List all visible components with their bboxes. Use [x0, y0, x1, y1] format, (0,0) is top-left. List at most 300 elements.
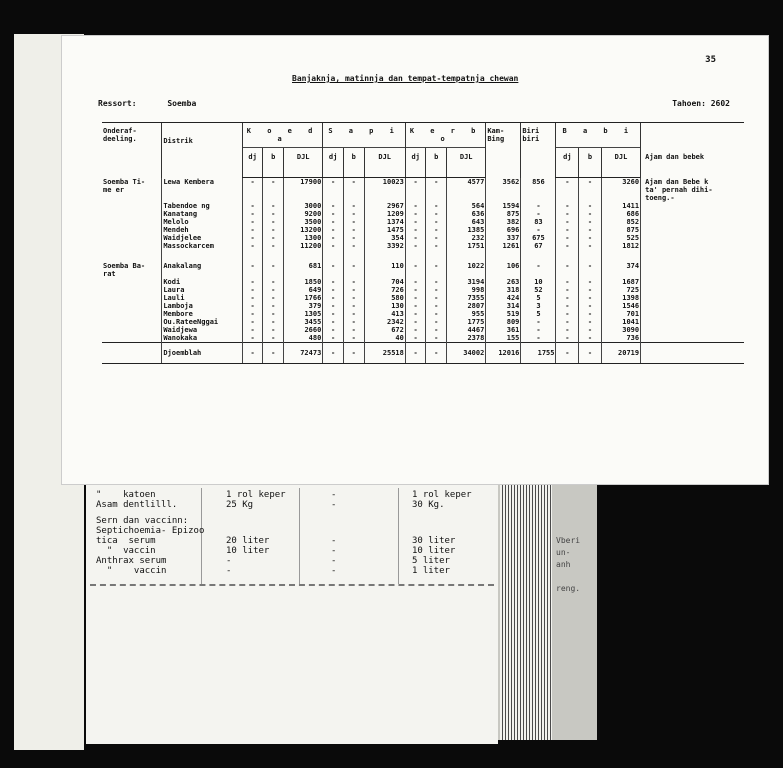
sapi-b-cell: -: [343, 302, 364, 310]
kerbo-djl-cell: 4577: [447, 178, 486, 202]
subheader-kuda-b: b: [263, 148, 284, 178]
table-row: [102, 202, 744, 210]
lower-sheet-cell: -: [331, 536, 337, 546]
note-cell: [641, 210, 744, 218]
kerbo-dj-cell: -: [405, 226, 426, 234]
note-cell: [641, 310, 744, 318]
kerbo-dj-cell: -: [405, 278, 426, 286]
sapi-dj-cell: -: [323, 226, 344, 234]
kerbo-dj-cell: -: [405, 202, 426, 210]
district-cell: Massockarcem: [162, 242, 242, 250]
babi-b-cell: -: [579, 278, 602, 286]
document-page: [62, 36, 768, 484]
gap-cell: [601, 250, 640, 262]
table-row: [102, 310, 744, 318]
gap-cell: [102, 250, 162, 262]
babi-djl-cell: 525: [601, 234, 640, 242]
sapi-b-cell: -: [343, 318, 364, 326]
gap-cell: [486, 250, 521, 262]
note-cell: [641, 334, 744, 343]
header-sapi: S a p i: [323, 123, 406, 148]
kerbo-djl-cell: 1775: [447, 318, 486, 326]
kerbo-b-cell: -: [426, 178, 447, 202]
kuda-b-cell: -: [263, 294, 284, 302]
district-cell: Wanokaka: [162, 334, 242, 343]
kerbo-dj-cell: -: [405, 294, 426, 302]
total-sapi-b: -: [343, 342, 364, 363]
sapi-b-cell: -: [343, 286, 364, 294]
subheader-kerbo-dj: dj: [405, 148, 426, 178]
kuda-djl-cell: 13200: [284, 226, 323, 234]
kerbo-b-cell: -: [426, 202, 447, 210]
lower-sheet-cell: -: [331, 556, 337, 566]
residency: [98, 99, 196, 108]
kuda-b-cell: -: [263, 326, 284, 334]
header-babi: B a b i: [556, 123, 641, 148]
table-row: [102, 218, 744, 226]
babi-b-cell: -: [579, 262, 602, 278]
subheader-kerbo-djl: DJL: [447, 148, 486, 178]
kuda-b-cell: -: [263, 262, 284, 278]
biri-cell: 52: [521, 286, 556, 294]
sapi-djl-cell: 726: [364, 286, 405, 294]
lower-sheet-cell: 10 liter: [412, 546, 456, 556]
babi-b-cell: -: [579, 226, 602, 234]
kerbo-djl-cell: 3194: [447, 278, 486, 286]
note-cell: [641, 226, 744, 234]
lower-sheet-cell: 5 liter: [412, 556, 450, 566]
gap-cell: [364, 250, 405, 262]
kambing-cell: 314: [486, 302, 521, 310]
kuda-b-cell: -: [263, 286, 284, 294]
kambing-cell: 337: [486, 234, 521, 242]
gap-cell: [242, 250, 263, 262]
kuda-dj-cell: -: [242, 242, 263, 250]
biri-cell: 5: [521, 294, 556, 302]
sapi-djl-cell: 2967: [364, 202, 405, 210]
lower-sheet-cell: 30 Kg.: [412, 500, 445, 510]
kerbo-djl-cell: 232: [447, 234, 486, 242]
sapi-dj-cell: -: [323, 318, 344, 326]
babi-dj-cell: -: [556, 278, 579, 286]
kuda-djl-cell: 11200: [284, 242, 323, 250]
header-onderafdeeling: Onderaf- deeling.: [102, 123, 162, 178]
page-number: 35: [705, 55, 716, 65]
kerbo-djl-cell: 7355: [447, 294, 486, 302]
district-cell: Anakalang: [162, 262, 242, 278]
table-row: [102, 302, 744, 310]
lower-sheet-cell: 10 liter: [226, 546, 270, 556]
sapi-dj-cell: -: [323, 210, 344, 218]
lower-sheet-cell: Anthrax serum: [96, 556, 167, 566]
kuda-djl-cell: 17900: [284, 178, 323, 202]
sapi-dj-cell: -: [323, 262, 344, 278]
district-cell: Kanatang: [162, 210, 242, 218]
gap-cell: [556, 250, 579, 262]
sapi-dj-cell: -: [323, 242, 344, 250]
kuda-djl-cell: 9200: [284, 210, 323, 218]
onderafdeeling-cell: [102, 226, 162, 234]
kuda-b-cell: -: [263, 218, 284, 226]
babi-b-cell: -: [579, 218, 602, 226]
babi-djl-cell: 1687: [601, 278, 640, 286]
district-cell: Lamboja: [162, 302, 242, 310]
kerbo-b-cell: -: [426, 226, 447, 234]
kerbo-dj-cell: -: [405, 302, 426, 310]
subheader-sapi-djl: DJL: [364, 148, 405, 178]
sapi-dj-cell: -: [323, 218, 344, 226]
sapi-dj-cell: -: [323, 326, 344, 334]
kuda-dj-cell: -: [242, 262, 263, 278]
kambing-cell: 424: [486, 294, 521, 302]
district-cell: Lewa Kembera: [162, 178, 242, 202]
header-biri: Biri biri: [521, 123, 556, 178]
lower-sheet-cell: 25 Kg: [226, 500, 254, 510]
kambing-cell: 3562: [486, 178, 521, 202]
lower-sheet-cell: " katoen: [96, 490, 156, 500]
lower-sheet-cell: Asam dentlilll.: [96, 500, 178, 510]
sapi-b-cell: -: [343, 326, 364, 334]
babi-dj-cell: -: [556, 286, 579, 294]
table-row: [102, 234, 744, 242]
kerbo-b-cell: -: [426, 310, 447, 318]
babi-djl-cell: 374: [601, 262, 640, 278]
kuda-dj-cell: -: [242, 226, 263, 234]
kuda-dj-cell: -: [242, 294, 263, 302]
babi-dj-cell: -: [556, 226, 579, 234]
onderafdeeling-cell: [102, 294, 162, 302]
sapi-b-cell: -: [343, 278, 364, 286]
kuda-dj-cell: -: [242, 334, 263, 343]
gap-cell: [579, 250, 602, 262]
biri-cell: 83: [521, 218, 556, 226]
kuda-b-cell: -: [263, 278, 284, 286]
livestock-table: [102, 122, 744, 364]
kerbo-b-cell: -: [426, 334, 447, 343]
kambing-cell: 318: [486, 286, 521, 294]
babi-dj-cell: -: [556, 318, 579, 326]
babi-djl-cell: 725: [601, 286, 640, 294]
sapi-djl-cell: 413: [364, 310, 405, 318]
babi-djl-cell: 736: [601, 334, 640, 343]
kerbo-dj-cell: -: [405, 262, 426, 278]
kuda-dj-cell: -: [242, 218, 263, 226]
gap-cell: [323, 250, 344, 262]
onderafdeeling-cell: [102, 234, 162, 242]
kerbo-djl-cell: 643: [447, 218, 486, 226]
babi-dj-cell: -: [556, 294, 579, 302]
note-cell: [641, 302, 744, 310]
lower-col-divider: [201, 488, 202, 584]
district-cell: Lauli: [162, 294, 242, 302]
kerbo-dj-cell: -: [405, 326, 426, 334]
onderafdeeling-cell: [102, 310, 162, 318]
kerbo-dj-cell: -: [405, 310, 426, 318]
kuda-djl-cell: 1300: [284, 234, 323, 242]
sapi-dj-cell: -: [323, 234, 344, 242]
gap-cell: [284, 250, 323, 262]
gap-cell: [641, 250, 744, 262]
kuda-b-cell: -: [263, 234, 284, 242]
kuda-b-cell: -: [263, 202, 284, 210]
total-biri: 1755: [521, 342, 556, 363]
note-cell: [641, 326, 744, 334]
gap-cell: [426, 250, 447, 262]
sapi-dj-cell: -: [323, 310, 344, 318]
babi-djl-cell: 852: [601, 218, 640, 226]
kuda-djl-cell: 3455: [284, 318, 323, 326]
district-cell: Tabendoe ng: [162, 202, 242, 210]
biri-cell: 10: [521, 278, 556, 286]
kerbo-dj-cell: -: [405, 286, 426, 294]
district-cell: Laura: [162, 286, 242, 294]
sapi-djl-cell: 3392: [364, 242, 405, 250]
kuda-djl-cell: 1850: [284, 278, 323, 286]
kambing-cell: 875: [486, 210, 521, 218]
sapi-djl-cell: 672: [364, 326, 405, 334]
kuda-dj-cell: -: [242, 278, 263, 286]
kuda-b-cell: -: [263, 310, 284, 318]
note-cell: [641, 202, 744, 210]
back-page-fragment: Vberi un- anh reng.: [556, 536, 581, 593]
lower-sheet-cell: -: [331, 490, 337, 500]
sapi-djl-cell: 1209: [364, 210, 405, 218]
lower-sheet-cell: " vaccin: [96, 566, 167, 576]
district-cell: Ou.RateeNggai: [162, 318, 242, 326]
total-kerbo-dj: -: [405, 342, 426, 363]
kuda-dj-cell: -: [242, 302, 263, 310]
onderafdeeling-cell: [102, 218, 162, 226]
note-cell: [641, 278, 744, 286]
total-babi: 20719: [601, 342, 640, 363]
kerbo-b-cell: -: [426, 278, 447, 286]
gap-cell: [405, 250, 426, 262]
onderafdeeling-cell: Soemba Ti- me er: [103, 177, 146, 194]
onderafdeeling-cell: [102, 302, 162, 310]
babi-dj-cell: -: [556, 302, 579, 310]
kerbo-b-cell: -: [426, 286, 447, 294]
kerbo-b-cell: -: [426, 242, 447, 250]
note-cell: [641, 218, 744, 226]
babi-dj-cell: -: [556, 262, 579, 278]
onderafdeeling-cell: [102, 242, 162, 250]
biri-cell: 675: [521, 234, 556, 242]
total-label: Djoemblah: [162, 342, 242, 363]
kambing-cell: 696: [486, 226, 521, 234]
onderafdeeling-cell: [102, 278, 162, 286]
note-cell: [641, 262, 744, 278]
kuda-djl-cell: 1766: [284, 294, 323, 302]
kuda-b-cell: -: [263, 178, 284, 202]
sapi-djl-cell: 10023: [364, 178, 405, 202]
residency-label: Ressort:: [98, 99, 137, 108]
lower-col-divider: [398, 488, 399, 584]
biri-cell: 856: [521, 178, 556, 202]
babi-b-cell: -: [579, 202, 602, 210]
babi-dj-cell: -: [556, 310, 579, 318]
kambing-cell: 263: [486, 278, 521, 286]
kerbo-b-cell: -: [426, 234, 447, 242]
district-cell: Membore: [162, 310, 242, 318]
sapi-b-cell: -: [343, 210, 364, 218]
table-row: [102, 262, 744, 278]
kambing-cell: 382: [486, 218, 521, 226]
kerbo-djl-cell: 955: [447, 310, 486, 318]
sapi-djl-cell: 704: [364, 278, 405, 286]
lower-sheet-cell: -: [331, 546, 337, 556]
kerbo-b-cell: -: [426, 302, 447, 310]
kerbo-dj-cell: -: [405, 178, 426, 202]
onderafdeeling-cell: [102, 210, 162, 218]
total-sapi: 25518: [364, 342, 405, 363]
biri-cell: -: [521, 262, 556, 278]
babi-dj-cell: -: [556, 178, 579, 202]
biri-cell: 3: [521, 302, 556, 310]
lower-col-divider: [299, 488, 300, 584]
sapi-b-cell: -: [343, 226, 364, 234]
kerbo-djl-cell: 1022: [447, 262, 486, 278]
sapi-b-cell: -: [343, 234, 364, 242]
lower-sheet-cell: 1 liter: [412, 566, 450, 576]
kuda-djl-cell: 649: [284, 286, 323, 294]
header-kerbo: K e r b o: [405, 123, 485, 148]
total-kuda-b: -: [263, 342, 284, 363]
sapi-b-cell: -: [343, 178, 364, 202]
year-label: Tahoen:: [672, 99, 706, 108]
subheader-kerbo-b: b: [426, 148, 447, 178]
kerbo-djl-cell: 1751: [447, 242, 486, 250]
subheader-sapi-b: b: [343, 148, 364, 178]
lower-sheet-cell: -: [331, 500, 337, 510]
babi-b-cell: -: [579, 178, 602, 202]
onderafdeeling-cell: [102, 318, 162, 326]
sapi-dj-cell: -: [323, 278, 344, 286]
babi-b-cell: -: [579, 210, 602, 218]
lower-sheet-cell: 20 liter: [226, 536, 270, 546]
kuda-b-cell: -: [263, 334, 284, 343]
kuda-djl-cell: 379: [284, 302, 323, 310]
babi-djl-cell: 686: [601, 210, 640, 218]
total-note: [641, 342, 744, 363]
table-row: [102, 334, 744, 343]
biri-cell: -: [521, 334, 556, 343]
table-row: [102, 294, 744, 302]
onderafdeeling-cell: [102, 202, 162, 210]
district-cell: Mendeh: [162, 226, 242, 234]
sapi-b-cell: -: [343, 334, 364, 343]
sapi-dj-cell: -: [323, 202, 344, 210]
babi-b-cell: -: [579, 302, 602, 310]
babi-djl-cell: 3090: [601, 326, 640, 334]
sapi-b-cell: -: [343, 310, 364, 318]
sapi-b-cell: -: [343, 202, 364, 210]
kerbo-b-cell: -: [426, 218, 447, 226]
babi-dj-cell: -: [556, 210, 579, 218]
lower-sheet: [86, 484, 498, 744]
total-kerbo-b: -: [426, 342, 447, 363]
year-value: 2602: [710, 99, 730, 108]
onderafdeeling-cell: [102, 326, 162, 334]
babi-dj-cell: -: [556, 334, 579, 343]
onderafdeeling-cell: [102, 334, 162, 343]
babi-djl-cell: 1411: [601, 202, 640, 210]
sapi-b-cell: -: [343, 242, 364, 250]
subheader-sapi-dj: dj: [323, 148, 344, 178]
district-cell: Waidjelee: [162, 234, 242, 242]
lower-sheet-cell: 1 rol keper: [412, 490, 472, 500]
total-sapi-dj: -: [323, 342, 344, 363]
total-blank: [102, 342, 162, 363]
year: [672, 99, 730, 108]
note-cell: Ajam dan Bebe k ta' pernah dihi- toeng.-: [641, 178, 744, 202]
kuda-djl-cell: 681: [284, 262, 323, 278]
biri-cell: 5: [521, 310, 556, 318]
babi-b-cell: -: [579, 318, 602, 326]
kambing-cell: 155: [486, 334, 521, 343]
babi-djl-cell: 1546: [601, 302, 640, 310]
biri-cell: 67: [521, 242, 556, 250]
kerbo-djl-cell: 1385: [447, 226, 486, 234]
babi-djl-cell: 1041: [601, 318, 640, 326]
kerbo-dj-cell: -: [405, 218, 426, 226]
kerbo-djl-cell: 998: [447, 286, 486, 294]
kerbo-djl-cell: 636: [447, 210, 486, 218]
kambing-cell: 106: [486, 262, 521, 278]
biri-cell: -: [521, 202, 556, 210]
total-babi-dj: -: [556, 342, 579, 363]
subheader-babi-b: b: [579, 148, 602, 178]
subheader-babi-djl: DJL: [601, 148, 640, 178]
kuda-dj-cell: -: [242, 202, 263, 210]
kuda-b-cell: -: [263, 210, 284, 218]
header-kambing: Kam- Bing: [486, 123, 521, 178]
babi-dj-cell: -: [556, 242, 579, 250]
kuda-b-cell: -: [263, 242, 284, 250]
sapi-djl-cell: 110: [364, 262, 405, 278]
onderafdeeling-cell: [102, 286, 162, 294]
kuda-djl-cell: 1305: [284, 310, 323, 318]
onderafdeeling-cell: Soemba Ba- rat: [103, 261, 146, 278]
biri-cell: -: [521, 226, 556, 234]
sapi-djl-cell: 580: [364, 294, 405, 302]
kerbo-djl-cell: 2378: [447, 334, 486, 343]
sapi-djl-cell: 130: [364, 302, 405, 310]
sapi-b-cell: -: [343, 218, 364, 226]
babi-dj-cell: -: [556, 234, 579, 242]
kuda-b-cell: -: [263, 318, 284, 326]
page-stack-edges: [500, 478, 552, 740]
kerbo-b-cell: -: [426, 326, 447, 334]
kambing-cell: 519: [486, 310, 521, 318]
table-row: [102, 242, 744, 250]
kuda-b-cell: -: [263, 226, 284, 234]
note-cell: [641, 318, 744, 326]
babi-djl-cell: 3260: [601, 178, 640, 202]
kerbo-dj-cell: -: [405, 242, 426, 250]
kerbo-dj-cell: -: [405, 210, 426, 218]
note-cell: [641, 286, 744, 294]
group-gap: [102, 250, 744, 262]
kerbo-dj-cell: -: [405, 318, 426, 326]
kuda-dj-cell: -: [242, 326, 263, 334]
babi-b-cell: -: [579, 326, 602, 334]
dotted-rule: [90, 584, 494, 586]
sapi-dj-cell: -: [323, 334, 344, 343]
kambing-cell: 361: [486, 326, 521, 334]
note-cell: [641, 234, 744, 242]
total-kerbo: 34002: [447, 342, 486, 363]
table-row: [102, 278, 744, 286]
